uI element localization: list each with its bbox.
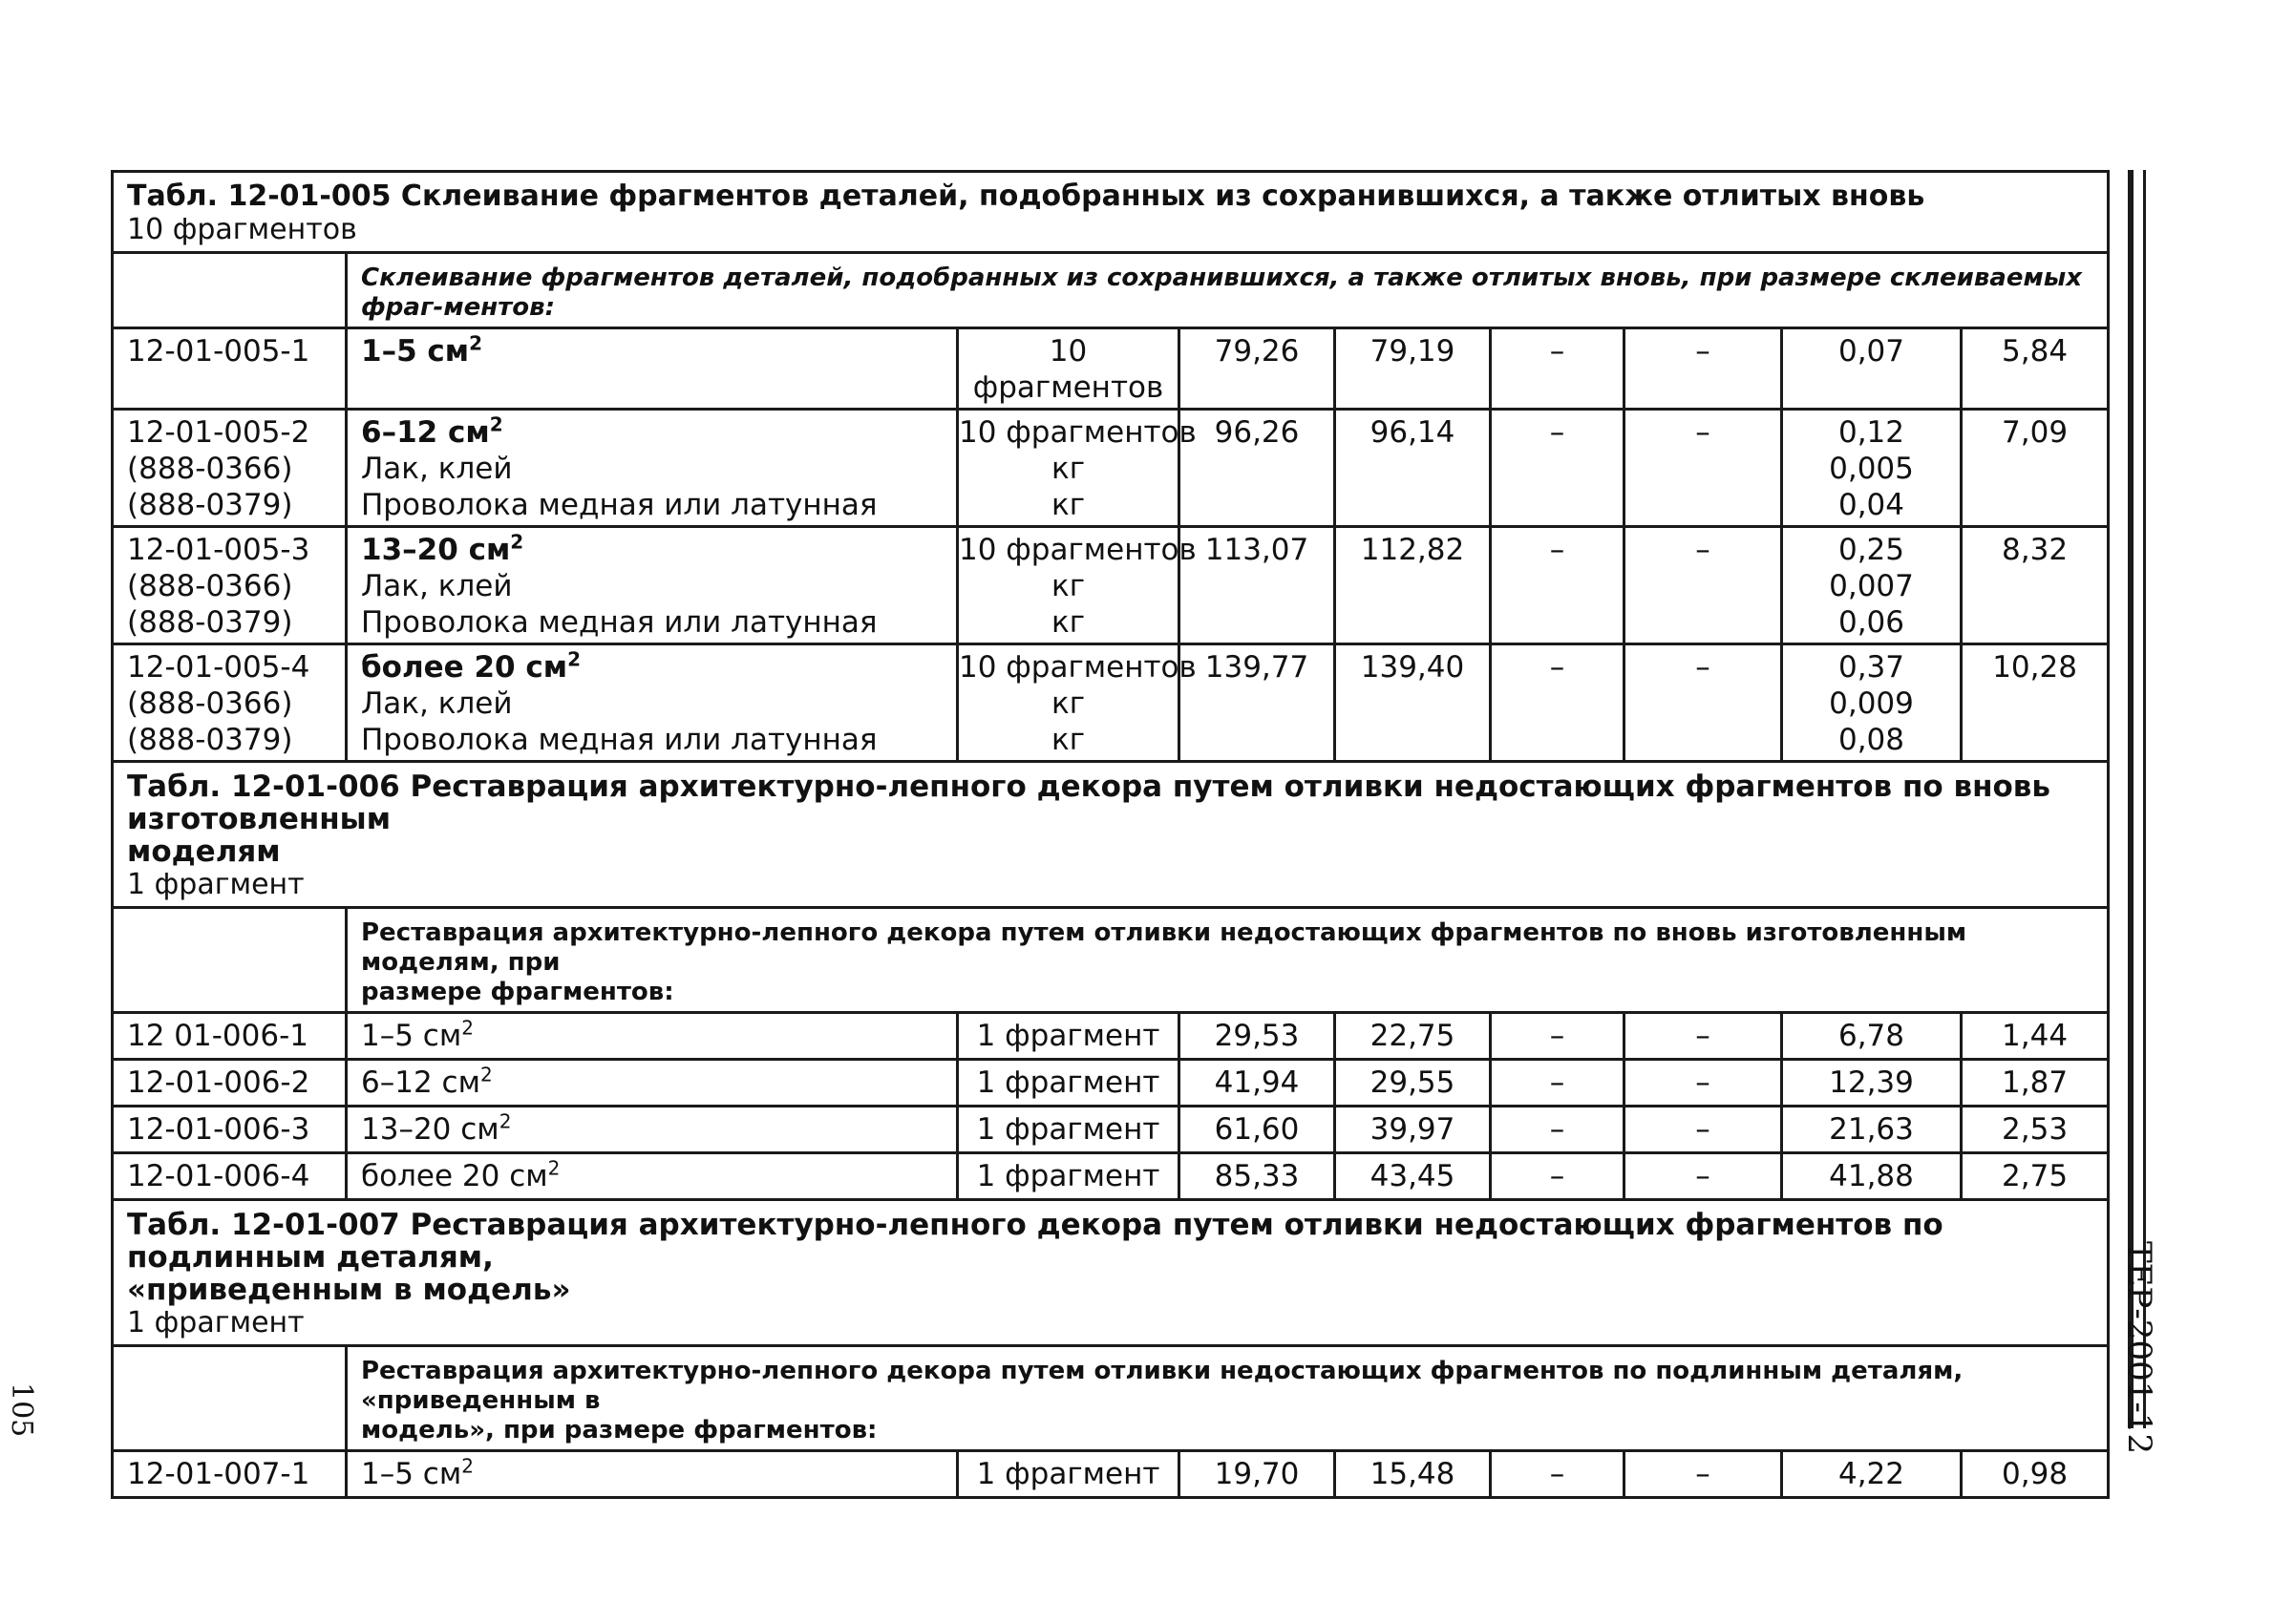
cost-materials: 6,78 (1782, 1013, 1962, 1060)
table-006-header (113, 762, 2109, 908)
table-007-subheader-row (113, 1346, 2109, 1451)
table-row (113, 1153, 2109, 1200)
row-unit: 1 фрагмент (958, 1107, 1179, 1153)
row-name: более 20 $см^2$ (347, 1153, 958, 1200)
row-unit: 1 фрагмент (958, 1060, 1179, 1107)
cost-machine: – (1491, 1153, 1624, 1200)
table-007-unit: 1 фрагмент (127, 1306, 305, 1339)
cost-machine: – (1491, 328, 1624, 410)
table-005-subheader-row (113, 253, 2109, 328)
row-name: 1–5 $см^2$ (347, 1451, 958, 1498)
cost-total: 29,53 (1179, 1013, 1335, 1060)
cost-machinist: – (1624, 644, 1782, 762)
cost-machine: – (1491, 527, 1624, 644)
cost-labor: 15,48 (1335, 1451, 1491, 1498)
row-code: 12-01-006-3 (113, 1107, 347, 1153)
row-code: 12-01-006-4 (113, 1153, 347, 1200)
table-row (113, 410, 2109, 527)
cost-machine: – (1491, 1060, 1624, 1107)
cost-total: 19,70 (1179, 1451, 1335, 1498)
cost-materials: 0,25 0,007 0,06 (1782, 527, 1962, 644)
row-unit: 1 фрагмент (958, 1153, 1179, 1200)
table-007-title: Табл. 12-01-007 Реставрация архитектурно-лепного декора путем отливки недостающих фрагментов по подлинным деталям, «приведенным в модель» (127, 1208, 1943, 1307)
cost-materials: 0,07 (1782, 328, 1962, 410)
cost-machine: – (1491, 1107, 1624, 1153)
cost-labor: 79,19 (1335, 328, 1491, 410)
cost-labor: 39,97 (1335, 1107, 1491, 1153)
row-code: 12 01-006-1 (113, 1013, 347, 1060)
table-row (113, 1451, 2109, 1498)
row-name: 6–12 $см^2$ Лак, клей Проволока медная или латунная (347, 410, 958, 527)
cost-machine: – (1491, 410, 1624, 527)
table-005-subheader: Склеивание фрагментов деталей, подобранных из сохранившихся, а также отлитых вновь, при размере склеиваемых фраг-ментов: (347, 253, 2109, 328)
cost-materials: 12,39 (1782, 1060, 1962, 1107)
cost-machinist: – (1624, 527, 1782, 644)
table-row (113, 1060, 2109, 1107)
row-unit: 10 фрагментов кг кг (958, 410, 1179, 527)
labor-hours: 8,32 (1962, 527, 2109, 644)
table-006-unit: 1 фрагмент (127, 868, 305, 901)
cost-machinist: – (1624, 410, 1782, 527)
labor-hours: 1,87 (1962, 1060, 2109, 1107)
table-006-subheader: Реставрация архитектурно-лепного декора путем отливки недостающих фрагментов по вновь изготовленным моделям, при размере фрагментов: (347, 908, 2109, 1013)
rates-table (111, 170, 2110, 1499)
table-006-subheader-row (113, 908, 2109, 1013)
labor-hours: 7,09 (1962, 410, 2109, 527)
row-name: 13–20 $см^2$ (347, 1107, 958, 1153)
table-006-title: Табл. 12-01-006 Реставрация архитектурно-лепного декора путем отливки недостающих фрагментов по вновь изготовленным моделям (127, 770, 2051, 869)
labor-hours: 2,75 (1962, 1153, 2109, 1200)
row-code: 12-01-007-1 (113, 1451, 347, 1498)
row-unit: 10 фрагментов кг кг (958, 527, 1179, 644)
row-code: 12-01-005-2 (888-0366) (888-0379) (113, 410, 347, 527)
row-name: 1–5 $см^2$ (347, 328, 958, 410)
cost-machinist: – (1624, 1451, 1782, 1498)
table-007-header (113, 1200, 2109, 1346)
cost-machine: – (1491, 644, 1624, 762)
row-code: 12-01-005-3 (888-0366) (888-0379) (113, 527, 347, 644)
table-005-header (113, 172, 2109, 253)
cost-machinist: – (1624, 328, 1782, 410)
row-unit: 10 фрагментов (958, 328, 1179, 410)
table-row (113, 328, 2109, 410)
cost-total: 113,07 (1179, 527, 1335, 644)
cost-total: 79,26 (1179, 328, 1335, 410)
row-code: 12-01-005-4 (888-0366) (888-0379) (113, 644, 347, 762)
cost-labor: 96,14 (1335, 410, 1491, 527)
table-007-subheader: Реставрация архитектурно-лепного декора путем отливки недостающих фрагментов по подлинным деталям, «приведенным в модель», при размере фрагментов: (347, 1346, 2109, 1451)
cost-materials: 41,88 (1782, 1153, 1962, 1200)
cost-machine: – (1491, 1013, 1624, 1060)
cost-materials: 21,63 (1782, 1107, 1962, 1153)
cost-machine: – (1491, 1451, 1624, 1498)
cost-materials: 4,22 (1782, 1451, 1962, 1498)
labor-hours: 2,53 (1962, 1107, 2109, 1153)
cost-total: 61,60 (1179, 1107, 1335, 1153)
cost-total: 41,94 (1179, 1060, 1335, 1107)
table-row (113, 527, 2109, 644)
cost-machinist: – (1624, 1013, 1782, 1060)
row-code: 12-01-006-2 (113, 1060, 347, 1107)
cost-machinist: – (1624, 1060, 1782, 1107)
cost-machinist: – (1624, 1153, 1782, 1200)
cost-labor: 22,75 (1335, 1013, 1491, 1060)
cost-total: 139,77 (1179, 644, 1335, 762)
table-005-unit: 10 фрагментов (127, 213, 357, 246)
cost-labor: 43,45 (1335, 1153, 1491, 1200)
cost-materials: 0,12 0,005 0,04 (1782, 410, 1962, 527)
labor-hours: 10,28 (1962, 644, 2109, 762)
row-unit: 10 фрагментов кг кг (958, 644, 1179, 762)
row-name: 1–5 $см^2$ (347, 1013, 958, 1060)
labor-hours: 0,98 (1962, 1451, 2109, 1498)
row-name: 13–20 $см^2$ Лак, клей Проволока медная или латунная (347, 527, 958, 644)
cost-labor: 29,55 (1335, 1060, 1491, 1107)
table-row (113, 1107, 2109, 1153)
page-number: 105 (5, 1382, 38, 1438)
margin-rule-thick (2128, 170, 2134, 1428)
cost-materials: 0,37 0,009 0,08 (1782, 644, 1962, 762)
table-005-title: Табл. 12-01-005 Склеивание фрагментов деталей, подобранных из сохранившихся, а также отлитых вновь (127, 179, 1925, 213)
table-row (113, 1013, 2109, 1060)
cost-total: 85,33 (1179, 1153, 1335, 1200)
margin-rule-thin (2143, 170, 2146, 1428)
cost-labor: 112,82 (1335, 527, 1491, 644)
row-unit: 1 фрагмент (958, 1451, 1179, 1498)
labor-hours: 1,44 (1962, 1013, 2109, 1060)
document-code: ТЕР-2001-12 (2120, 1241, 2158, 1455)
row-name: 6–12 $см^2$ (347, 1060, 958, 1107)
row-code: 12-01-005-1 (113, 328, 347, 410)
row-unit: 1 фрагмент (958, 1013, 1179, 1060)
row-name: более 20 $см^2$ Лак, клей Проволока медная или латунная (347, 644, 958, 762)
labor-hours: 5,84 (1962, 328, 2109, 410)
cost-labor: 139,40 (1335, 644, 1491, 762)
cost-total: 96,26 (1179, 410, 1335, 527)
cost-machinist: – (1624, 1107, 1782, 1153)
table-row (113, 644, 2109, 762)
